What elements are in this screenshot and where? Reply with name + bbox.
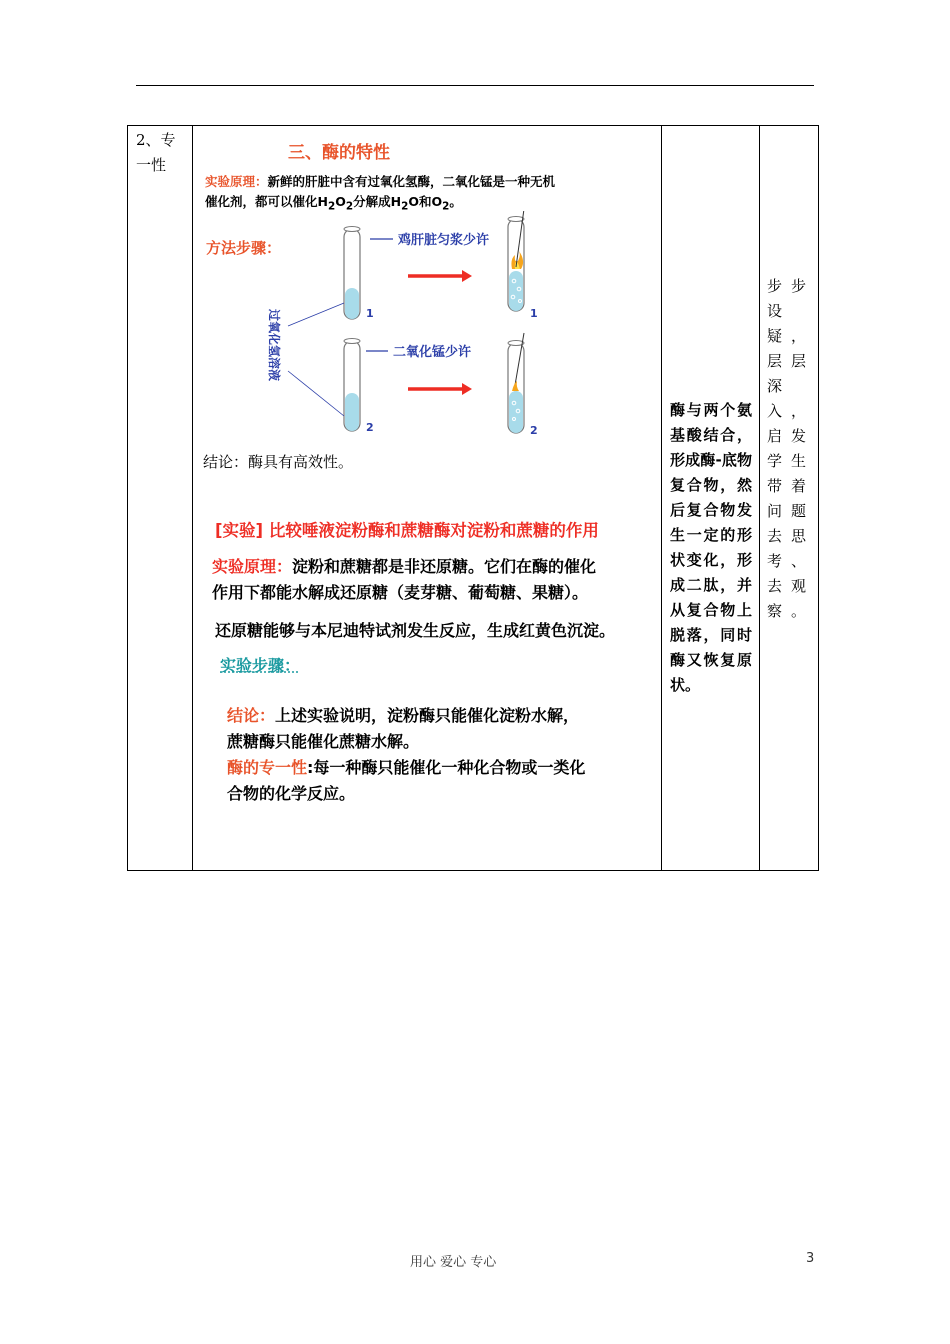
column-divider bbox=[759, 126, 760, 870]
test-tube-2-before bbox=[344, 339, 360, 432]
section-title: 三、酶的特性 bbox=[288, 143, 390, 163]
arrow-icon bbox=[408, 383, 472, 395]
liver-label: 鸡肝脏匀浆少许 bbox=[398, 233, 490, 248]
test-tube-diagram bbox=[258, 211, 588, 441]
footer-motto: 用心 爱心 专心 bbox=[410, 1255, 497, 1270]
tube-number: 1 bbox=[530, 307, 538, 320]
test-tube-2-after bbox=[508, 333, 524, 433]
test-tube-1-before bbox=[344, 227, 360, 320]
principle-1-line2: 催化剂，都可以催化$H_2O_2$分解成$H_2O$和$O_2$。 bbox=[205, 194, 462, 213]
tube-number: 2 bbox=[366, 421, 374, 434]
page-number: 3 bbox=[806, 1251, 815, 1266]
mno2-label: 二氧化锰少许 bbox=[393, 345, 472, 360]
principle-1-line1: 新鲜的肝脏中含有过氧化氢酶，二氧化锰是一种无机 bbox=[267, 174, 556, 189]
column-divider bbox=[192, 126, 193, 870]
column-divider bbox=[661, 126, 662, 870]
method-label: 方法步骤： bbox=[206, 239, 282, 257]
mechanism-text: 酶与两个氨基酸结合，形成酶-底物复合物，然后复合物发生一定的形状变化，形成二肽，并从复合物上脱落，同时酶又恢复原状。 bbox=[670, 401, 752, 694]
tube-number: 2 bbox=[530, 424, 538, 437]
principle-1 bbox=[205, 172, 625, 217]
principle-1-label: 实验原理： bbox=[205, 174, 268, 189]
principle-2-line3: 还原糖能够与本尼迪特试剂发生反应，生成红黄色沉淀。 bbox=[215, 621, 616, 640]
tube-number: 1 bbox=[366, 307, 374, 320]
lesson-table bbox=[127, 125, 819, 871]
h2o2-label: 过氧化氢溶液 bbox=[267, 309, 281, 382]
header-rule bbox=[136, 85, 814, 86]
steps-label: 实验步骤： bbox=[220, 656, 301, 675]
test-tube-1-after bbox=[508, 211, 524, 311]
arrow-icon bbox=[408, 270, 472, 282]
teaching-note: 步步设疑，层层深入，启发学生带着问题去思考、去观察。 bbox=[767, 277, 816, 620]
experiment-title: [实验] 比较唾液淀粉酶和蔗糖酶对淀粉和蔗糖的作用 bbox=[215, 521, 599, 540]
conclusion-1: 结论：酶具有高效性。 bbox=[203, 453, 354, 471]
conclusion-2: 结论：上述实验说明，淀粉酶只能催化淀粉水解， 蔗糖酶只能催化蔗糖水解。 酶的专一性:每一种酶只能催化一种化合物或一类化 合物的化学反应。 bbox=[227, 706, 586, 803]
principle-2: 实验原理：淀粉和蔗糖都是非还原糖。它们在酶的催化 作用下都能水解成还原糖（麦芽糖、葡萄糖、果糖）。 bbox=[212, 557, 597, 602]
topic-cell: 2、专一性 bbox=[136, 131, 176, 174]
